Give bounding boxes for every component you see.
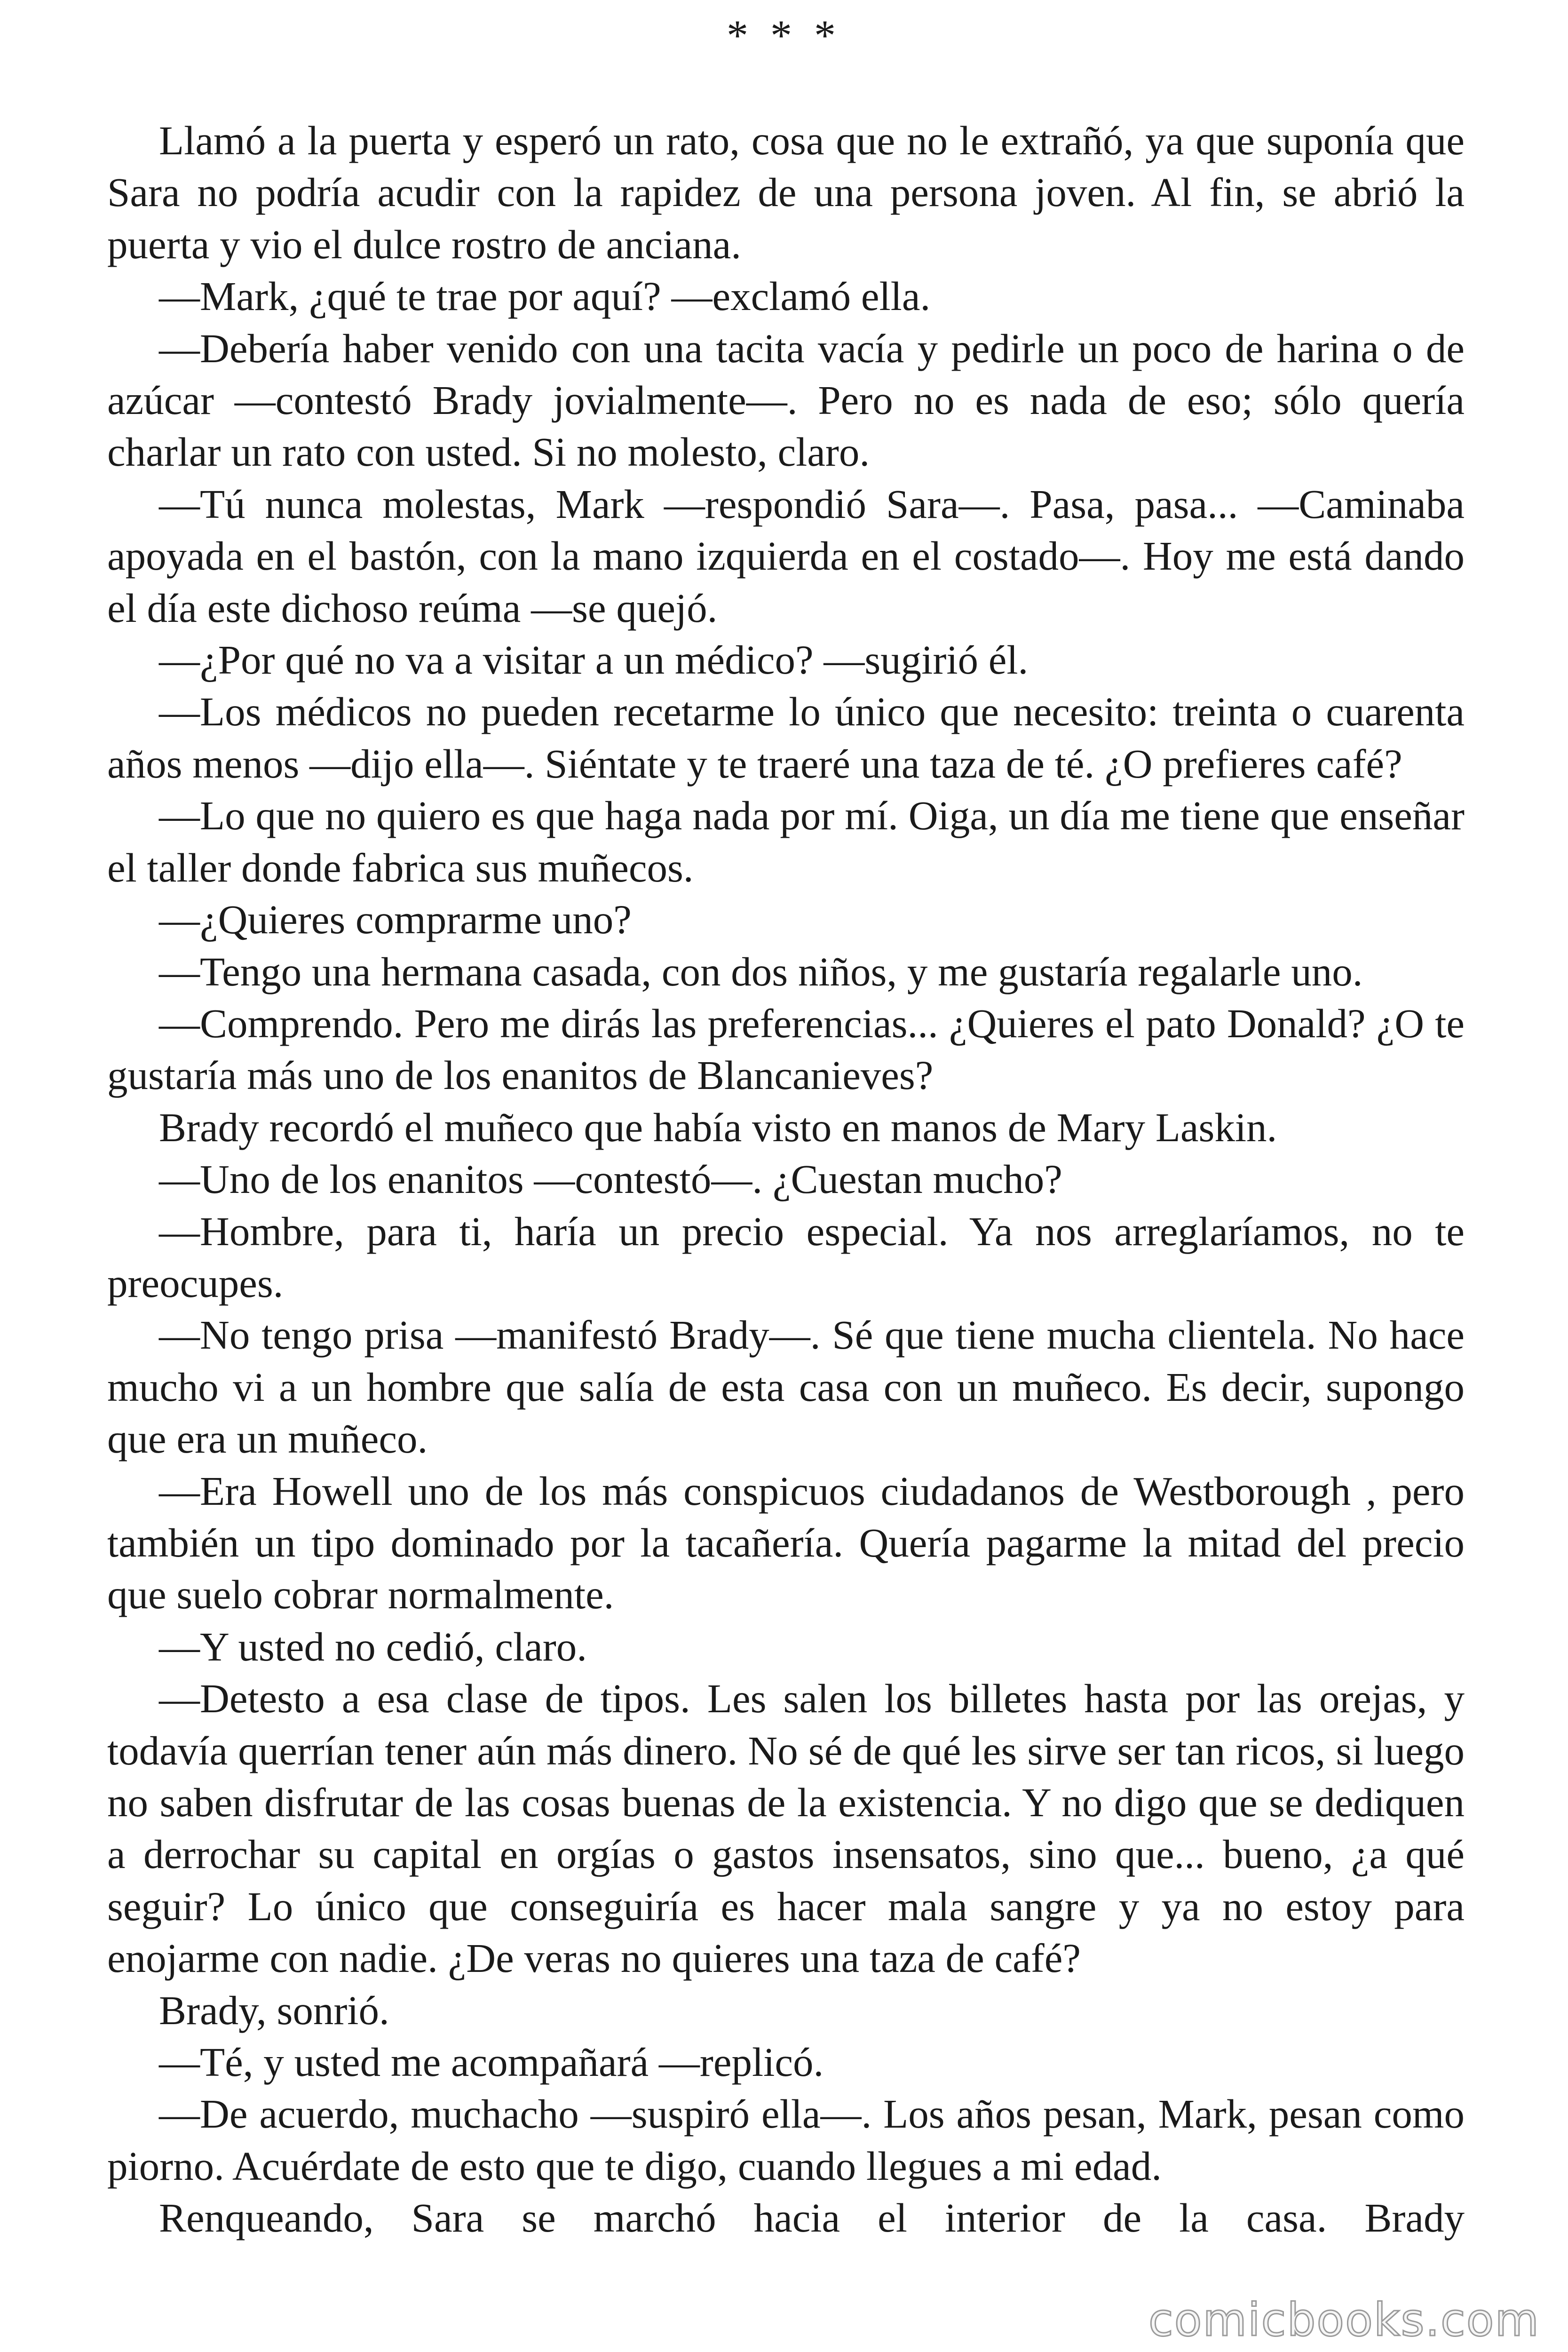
paragraph: —Lo que no quiero es que haga nada por mí. Oiga, un día me tiene que enseñar el taller donde fabrica sus muñecos. — [107, 793, 1465, 890]
paragraph: —Los médicos no pueden recetarme lo único que necesito: treinta o cuarenta años menos —dijo ella—. Siéntate y te traeré una taza de té. ¿O prefieres café? — [107, 689, 1465, 787]
paragraph: —Mark, ¿qué te trae por aquí? —exclamó ella. — [159, 273, 931, 319]
paragraph: —Tengo una hermana casada, con dos niños, y me gustaría regalarle uno. — [159, 948, 1363, 994]
paragraph: —No tengo prisa —manifestó Brady—. Sé que tiene mucha clientela. No hace mucho vi a un hombre que salía de esta casa con un muñeco. Es decir, supongo que era un muñeco. — [107, 1312, 1465, 1462]
paragraph: —Té, y usted me acompañará —replicó. — [159, 2039, 824, 2085]
paragraph: —Comprendo. Pero me dirás las preferencias... ¿Quieres el pato Donald? ¿O te gustaría más uno de los enanitos de Blancanieves? — [107, 1000, 1465, 1098]
paragraph: —Y usted no cedió, claro. — [159, 1623, 587, 1669]
paragraph: Brady recordó el muñeco que había visto en manos de Mary Laskin. — [159, 1104, 1277, 1150]
paragraph: —¿Por qué no va a visitar a un médico? —sugirió él. — [159, 637, 1029, 683]
paragraph: —Uno de los enanitos —contestó—. ¿Cuestan mucho? — [159, 1156, 1062, 1202]
paragraph: —De acuerdo, muchacho —suspiró ella—. Los años pesan, Mark, pesan como piorno. Acuérdate de esto que te digo, cuando llegues a mi edad. — [107, 2091, 1465, 2189]
paragraph: —Era Howell uno de los más conspicuos ciudadanos de Westborough , pero también un tipo dominado por la tacañería. Quería pagarme la mitad del precio que suelo cobrar normalmente. — [107, 1468, 1465, 1618]
watermark-text: comicbooks.com — [1148, 2294, 1540, 2346]
body-text — [107, 115, 1465, 2244]
section-separator: * * * — [727, 11, 841, 59]
paragraph: Llamó a la puerta y esperó un rato, cosa que no le extrañó, ya que suponía que Sara no podría acudir con la rapidez de una persona joven. Al fin, se abrió la puerta y vio el dulce rostro de anciana. — [107, 118, 1465, 267]
paragraph: —Detesto a esa clase de tipos. Les salen los billetes hasta por las orejas, y todavía querrían tener aún más dinero. No sé de qué les sirve ser tan ricos, si luego no saben disfrutar de las cosas buenas de la existencia. Y no digo que se dediquen a derrochar su capital en orgías o gastos insensatos, sino que... bueno, ¿a qué seguir? Lo único que conseguiría es hacer mala sangre y ya no estoy para enojarme con nadie. ¿De veras no quieres una taza de café? — [107, 1676, 1465, 1981]
paragraph: —Tú nunca molestas, Mark —respondió Sara—. Pasa, pasa... —Caminaba apoyada en el bastón, con la mano izquierda en el costado—. Hoy me está dando el día este dichoso reúma —se quejó. — [107, 481, 1465, 631]
paragraph-continued: Renqueando, Sara se marchó hacia el interior de la casa. Brady — [159, 2195, 1465, 2241]
paragraph: Brady, sonrió. — [159, 1987, 389, 2033]
paragraph: —Hombre, para ti, haría un precio especial. Ya nos arreglaríamos, no te preocupes. — [107, 1208, 1465, 1306]
paragraph: —Debería haber venido con una tacita vacía y pedirle un poco de harina o de azúcar —contestó Brady jovialmente—. Pero no es nada de eso; sólo quería charlar un rato con usted. Si no molesto, claro. — [107, 325, 1465, 475]
paragraph: —¿Quieres comprarme uno? — [159, 897, 632, 943]
